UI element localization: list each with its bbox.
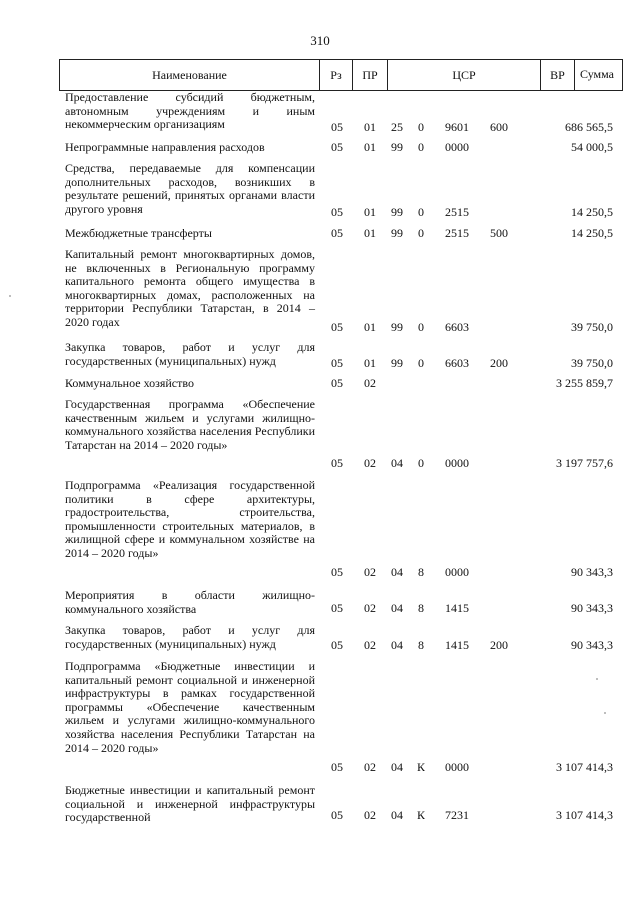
table-header	[59, 59, 623, 91]
row-name: Средства, передаваемые для компенсации дополнительных расходов, возникших в результате решений, принятых органами власти другого уровня	[65, 161, 315, 216]
row-csr-3: 0000	[445, 140, 469, 154]
row-pr: 02	[364, 376, 376, 390]
row-name: Бюджетные инвестиции и капитальный ремонт социальной и инженерной инфраструктуры государственной	[65, 783, 315, 825]
row-sum: 39 750,0	[571, 320, 613, 334]
row-pr: 02	[364, 601, 376, 615]
row-rz: 05	[331, 638, 343, 652]
row-pr: 02	[364, 760, 376, 774]
row-csr-1: 04	[391, 638, 403, 652]
row-name: Предоставление субсидий бюджетным, автономным учреждениям и иным некоммерческим организациям	[65, 90, 315, 132]
row-csr-1: 99	[391, 140, 403, 154]
table-row	[0, 784, 640, 830]
row-pr: 01	[364, 120, 376, 134]
row-csr-1: 99	[391, 356, 403, 370]
row-name: Закупка товаров, работ и услуг для государственных (муниципальных) нужд	[65, 340, 315, 368]
row-csr-3: 6603	[445, 320, 469, 334]
row-name: Мероприятия в области жилищно-коммунального хозяйства	[65, 588, 315, 616]
table-row	[0, 624, 640, 654]
table-row	[0, 479, 640, 579]
row-csr-2: 0	[418, 456, 424, 470]
row-csr-2: 8	[418, 638, 424, 652]
header-rz: Рз	[319, 60, 352, 90]
row-csr-2: 0	[418, 205, 424, 219]
row-csr-3: 6603	[445, 356, 469, 370]
table-row	[0, 248, 640, 334]
row-rz: 05	[331, 140, 343, 154]
table-row	[0, 341, 640, 371]
table-row	[0, 377, 640, 393]
row-sum: 90 343,3	[571, 601, 613, 615]
row-csr-3: 0000	[445, 565, 469, 579]
table-row	[0, 398, 640, 470]
row-pr: 01	[364, 140, 376, 154]
header-pr: ПР	[352, 60, 387, 90]
row-sum: 3 107 414,3	[556, 808, 613, 822]
row-csr-1: 25	[391, 120, 403, 134]
row-sum: 39 750,0	[571, 356, 613, 370]
row-csr-2: 0	[418, 226, 424, 240]
row-pr: 02	[364, 638, 376, 652]
row-csr-2: 0	[418, 320, 424, 334]
row-rz: 05	[331, 226, 343, 240]
row-pr: 01	[364, 205, 376, 219]
row-rz: 05	[331, 601, 343, 615]
row-name: Межбюджетные трансферты	[65, 226, 212, 240]
row-csr-1: 04	[391, 565, 403, 579]
row-vr: 500	[490, 226, 508, 240]
row-name: Непрограммные направления расходов	[65, 140, 265, 154]
row-pr: 01	[364, 226, 376, 240]
row-csr-1: 04	[391, 601, 403, 615]
row-pr: 02	[364, 456, 376, 470]
table-row	[0, 589, 640, 619]
row-csr-1: 04	[391, 456, 403, 470]
row-csr-3: 9601	[445, 120, 469, 134]
row-name: Закупка товаров, работ и услуг для государственных (муниципальных) нужд	[65, 623, 315, 651]
scan-speck	[596, 678, 598, 680]
row-sum: 3 107 414,3	[556, 760, 613, 774]
row-csr-1: 04	[391, 760, 403, 774]
row-rz: 05	[331, 456, 343, 470]
row-sum: 54 000,5	[571, 140, 613, 154]
table-row	[0, 227, 640, 243]
row-sum: 3 255 859,7	[556, 376, 613, 390]
row-rz: 05	[331, 376, 343, 390]
row-csr-3: 1415	[445, 638, 469, 652]
row-rz: 05	[331, 565, 343, 579]
row-name: Капитальный ремонт многоквартирных домов, не включенных в Региональную программу капитального ремонта общего имущества в многоквартирных домах, расположенных на территории Республики Татарстан, в 2014 – 2020 годах	[65, 247, 315, 329]
page-number: 310	[310, 33, 330, 48]
row-rz: 05	[331, 205, 343, 219]
table-row	[0, 660, 640, 774]
row-sum: 686 565,5	[565, 120, 613, 134]
row-csr-1: 04	[391, 808, 403, 822]
row-vr: 200	[490, 638, 508, 652]
table-row	[0, 91, 640, 135]
row-rz: 05	[331, 356, 343, 370]
row-rz: 05	[331, 760, 343, 774]
row-sum: 14 250,5	[571, 226, 613, 240]
row-csr-2: К	[416, 808, 425, 822]
header-sum: Сумма	[580, 67, 614, 81]
row-sum: 3 197 757,6	[556, 456, 613, 470]
row-csr-2: 8	[418, 601, 424, 615]
row-name: Подпрограмма «Реализация государственной политики в сфере архитектуры, градостроительства, строительства, промышленности строительных материалов, в жилищной сфере и коммунальном хозяйстве на 2014 – 2020 годы»	[65, 478, 315, 560]
row-csr-1: 99	[391, 320, 403, 334]
row-sum: 14 250,5	[571, 205, 613, 219]
row-sum: 90 343,3	[571, 565, 613, 579]
row-csr-2: 0	[418, 120, 424, 134]
row-sum: 90 343,3	[571, 638, 613, 652]
row-rz: 05	[331, 120, 343, 134]
row-pr: 02	[364, 808, 376, 822]
row-csr-1: 99	[391, 226, 403, 240]
row-pr: 01	[364, 356, 376, 370]
row-vr: 200	[490, 356, 508, 370]
row-csr-1: 99	[391, 205, 403, 219]
row-name: Государственная программа «Обеспечение качественным жильем и услугами жилищно-коммунального хозяйства населения Республики Татарстан на 2014 – 2020 годы»	[65, 397, 315, 452]
row-csr-3: 2515	[445, 226, 469, 240]
row-csr-3: 0000	[445, 456, 469, 470]
table-row	[0, 141, 640, 157]
header-name: Наименование	[152, 68, 227, 82]
row-csr-3: 2515	[445, 205, 469, 219]
scan-speck	[604, 712, 606, 714]
row-csr-3: 7231	[445, 808, 469, 822]
row-name: Коммунальное хозяйство	[65, 376, 194, 390]
row-pr: 02	[364, 565, 376, 579]
row-rz: 05	[331, 320, 343, 334]
row-vr: 600	[490, 120, 508, 134]
row-csr-2: 0	[418, 356, 424, 370]
scan-speck	[9, 295, 11, 297]
row-csr-2: К	[416, 760, 425, 774]
row-pr: 01	[364, 320, 376, 334]
row-csr-3: 0000	[445, 760, 469, 774]
row-rz: 05	[331, 808, 343, 822]
row-csr-3: 1415	[445, 601, 469, 615]
row-name: Подпрограмма «Бюджетные инвестиции и капитальный ремонт социальной и инженерной инфраструктуры в рамках государственной программы «Обеспечение качественным жильем и услугами жилищно-коммунального хозяйства населения Республики Татарстан на 2014 – 2020 годы»	[65, 659, 315, 755]
table-row	[0, 162, 640, 220]
row-csr-2: 8	[418, 565, 424, 579]
header-csr: ЦСР	[387, 60, 540, 90]
row-csr-2: 0	[418, 140, 424, 154]
header-vr: ВР	[540, 60, 574, 90]
